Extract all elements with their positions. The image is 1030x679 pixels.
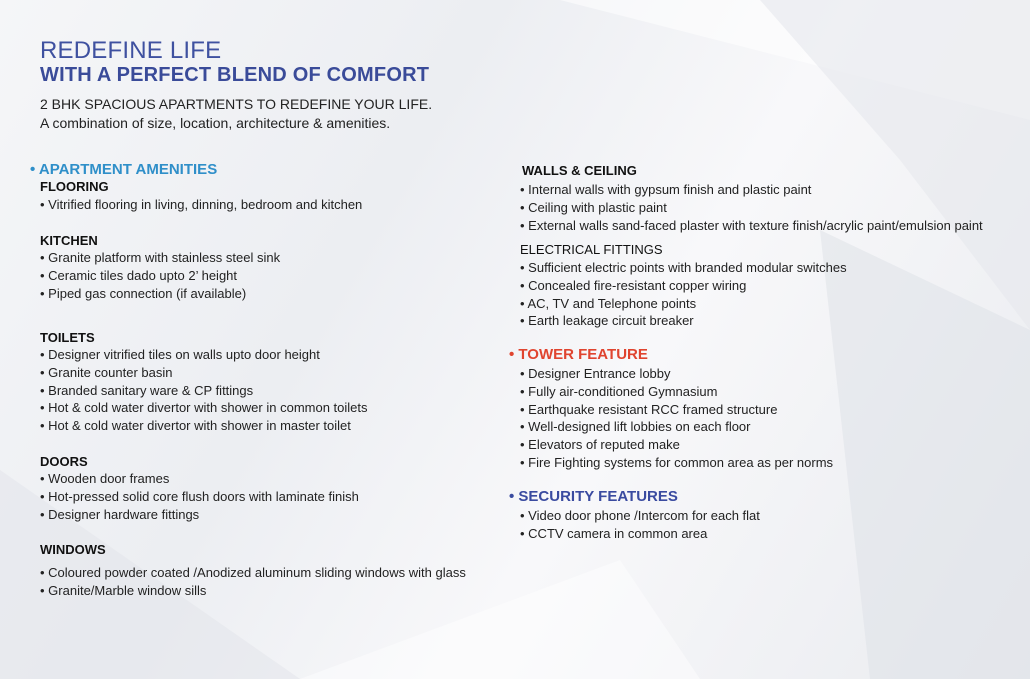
tower-list: [520, 365, 833, 472]
list-item: • Wooden door frames: [40, 471, 170, 486]
list-item: • Granite platform with stainless steel sink: [40, 250, 281, 265]
list-item: • Vitrified flooring in living, dinning, bedroom and kitchen: [40, 197, 363, 212]
list-item: • Hot & cold water divertor with shower in common toilets: [40, 400, 368, 416]
electrical-list: [520, 259, 847, 330]
list-item: • Ceramic tiles dado upto 2’ height: [40, 267, 238, 283]
list-item: • Designer Entrance lobby: [520, 366, 671, 381]
list-item: • Fully air-conditioned Gymnasium: [520, 383, 718, 399]
page-title-line1: REDEFINE LIFE: [40, 37, 222, 64]
toilets-list: [40, 346, 368, 435]
windows-heading: WINDOWS: [40, 542, 106, 557]
list-item: • Piped gas connection (if available): [40, 285, 247, 301]
tower-feature-heading: • TOWER FEATURE: [509, 346, 648, 363]
list-item: • Hot-pressed solid core flush doors with laminate finish: [40, 488, 359, 504]
list-item: • Granite counter basin: [40, 364, 173, 380]
list-item: • Well-designed lift lobbies on each floor: [520, 419, 751, 435]
list-item: • Earthquake resistant RCC framed structure: [520, 401, 778, 417]
list-item: • Concealed fire-resistant copper wiring: [520, 277, 747, 293]
walls-ceiling-heading: WALLS & CEILING: [522, 163, 637, 178]
security-list: [520, 507, 760, 543]
walls-list: [520, 181, 983, 234]
list-item: • Sufficient electric points with branded modular switches: [520, 260, 847, 275]
doors-list: [40, 470, 359, 523]
flooring-heading: FLOORING: [40, 179, 109, 194]
page-title-line2: WITH A PERFECT BLEND OF COMFORT: [40, 64, 430, 86]
electrical-heading: ELECTRICAL FITTINGS: [520, 242, 663, 257]
list-item: • Earth leakage circuit breaker: [520, 313, 694, 329]
subtitle-line2: A combination of size, location, architecture & amenities.: [40, 115, 391, 131]
list-item: • Elevators of reputed make: [520, 437, 680, 453]
list-item: • Ceiling with plastic paint: [520, 199, 667, 215]
list-item: • Designer vitrified tiles on walls upto door height: [40, 347, 320, 362]
list-item: • External walls sand-faced plaster with texture finish/acrylic paint/emulsion paint: [520, 217, 983, 233]
list-item: • Branded sanitary ware & CP fittings: [40, 382, 254, 398]
list-item: • AC, TV and Telephone points: [520, 295, 697, 311]
list-item: • Granite/Marble window sills: [40, 582, 207, 598]
list-item: • Hot & cold water divertor with shower in master toilet: [40, 418, 351, 434]
list-item: • Designer hardware fittings: [40, 506, 200, 522]
flooring-list: [40, 196, 362, 214]
kitchen-heading: KITCHEN: [40, 233, 98, 248]
windows-list: [40, 564, 466, 600]
security-features-heading: • SECURITY FEATURES: [509, 488, 678, 505]
list-item: • CCTV camera in common area: [520, 525, 708, 541]
toilets-heading: TOILETS: [40, 330, 95, 345]
kitchen-list: [40, 249, 280, 302]
list-item: • Internal walls with gypsum finish and plastic paint: [520, 182, 812, 197]
doors-heading: DOORS: [40, 454, 88, 469]
list-item: • Coloured powder coated /Anodized aluminum sliding windows with glass: [40, 565, 466, 580]
list-item: • Video door phone /Intercom for each flat: [520, 508, 760, 523]
list-item: • Fire Fighting systems for common area as per norms: [520, 454, 834, 470]
apartment-amenities-heading: • APARTMENT AMENITIES: [30, 161, 218, 178]
subtitle-line1: 2 BHK SPACIOUS APARTMENTS TO REDEFINE YOUR LIFE.: [40, 96, 433, 112]
